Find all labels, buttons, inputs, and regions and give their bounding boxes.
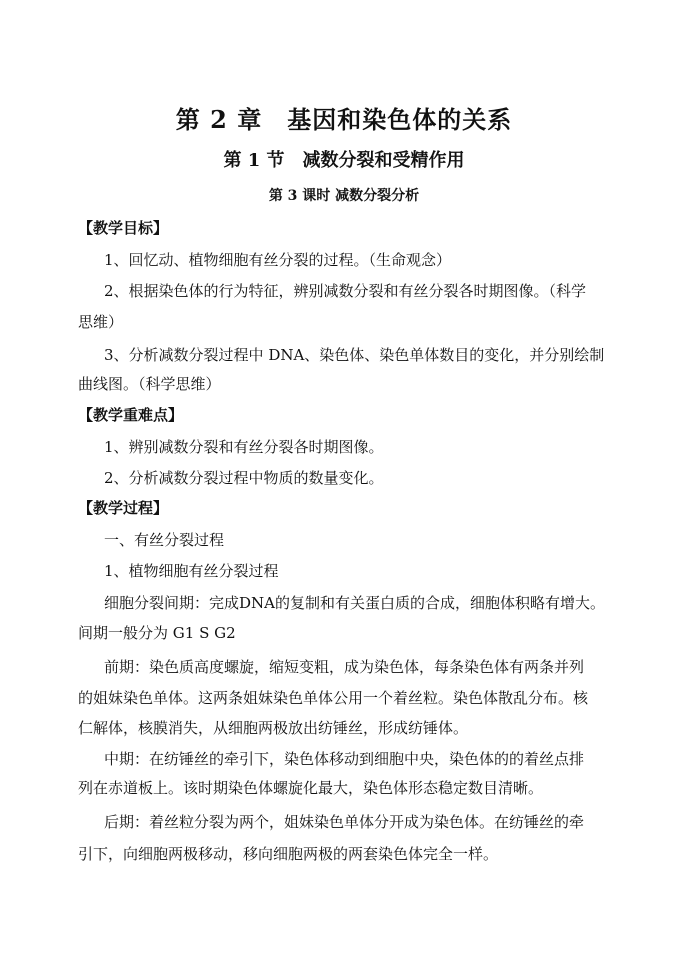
key-points-heading: 【教学重难点】: [78, 406, 184, 424]
paragraph-prophase: 前期：染色质高度螺旋，缩短变粗，成为染色体，每条染色体有两条并列: [104, 658, 585, 676]
paragraph-interphase-cont: 间期一般分为 G1 S G2: [78, 624, 236, 642]
goal-item-3: 3、分析减数分裂过程中 DNA、染色体、染色单体数目的变化，并分别绘制: [104, 346, 605, 364]
goal-item-2: 2、根据染色体的行为特征，辨别减数分裂和有丝分裂各时期图像。（科学: [104, 282, 587, 300]
process-section-1: 一、有丝分裂过程: [104, 531, 225, 549]
paragraph-anaphase: 后期：着丝粒分裂为两个，姐妹染色单体分开成为染色体。在纺锤丝的牵: [104, 813, 585, 831]
process-subsection-1: 1、植物细胞有丝分裂过程: [104, 562, 279, 580]
goals-heading: 【教学目标】: [78, 219, 169, 237]
chapter-title: 第 2 章 基因和染色体的关系: [175, 105, 513, 134]
goal-item-1: 1、回忆动、植物细胞有丝分裂的过程。（生命观念）: [104, 251, 452, 269]
section-title: 第 1 节 减数分裂和受精作用: [223, 150, 465, 171]
lesson-title: 第 3 课时 减数分裂分析: [268, 188, 420, 204]
paragraph-interphase: 细胞分裂间期：完成DNA的复制和有关蛋白质的合成，细胞体积略有增大。: [104, 594, 605, 612]
paragraph-prophase-cont-2: 仁解体，核膜消失，从细胞两极放出纺锤丝，形成纺锤体。: [78, 719, 469, 737]
process-heading: 【教学过程】: [78, 499, 169, 517]
goal-item-2-cont: 思维）: [78, 313, 124, 331]
paragraph-metaphase-cont: 列在赤道板上。该时期染色体螺旋化最大，染色体形态稳定数目清晰。: [78, 779, 544, 797]
key-point-2: 2、分析减数分裂过程中物质的数量变化。: [104, 469, 384, 487]
paragraph-metaphase: 中期：在纺锤丝的牵引下，染色体移动到细胞中央，染色体的的着丝点排: [104, 750, 585, 768]
paragraph-prophase-cont-1: 的姐妹染色单体。这两条姐妹染色单体公用一个着丝粒。染色体散乱分布。核: [78, 689, 589, 707]
key-point-1: 1、辨别减数分裂和有丝分裂各时期图像。: [104, 438, 384, 456]
goal-item-3-cont: 曲线图。（科学思维）: [78, 375, 221, 393]
paragraph-anaphase-cont: 引下，向细胞两极移动，移向细胞两极的两套染色体完全一样。: [78, 845, 499, 863]
